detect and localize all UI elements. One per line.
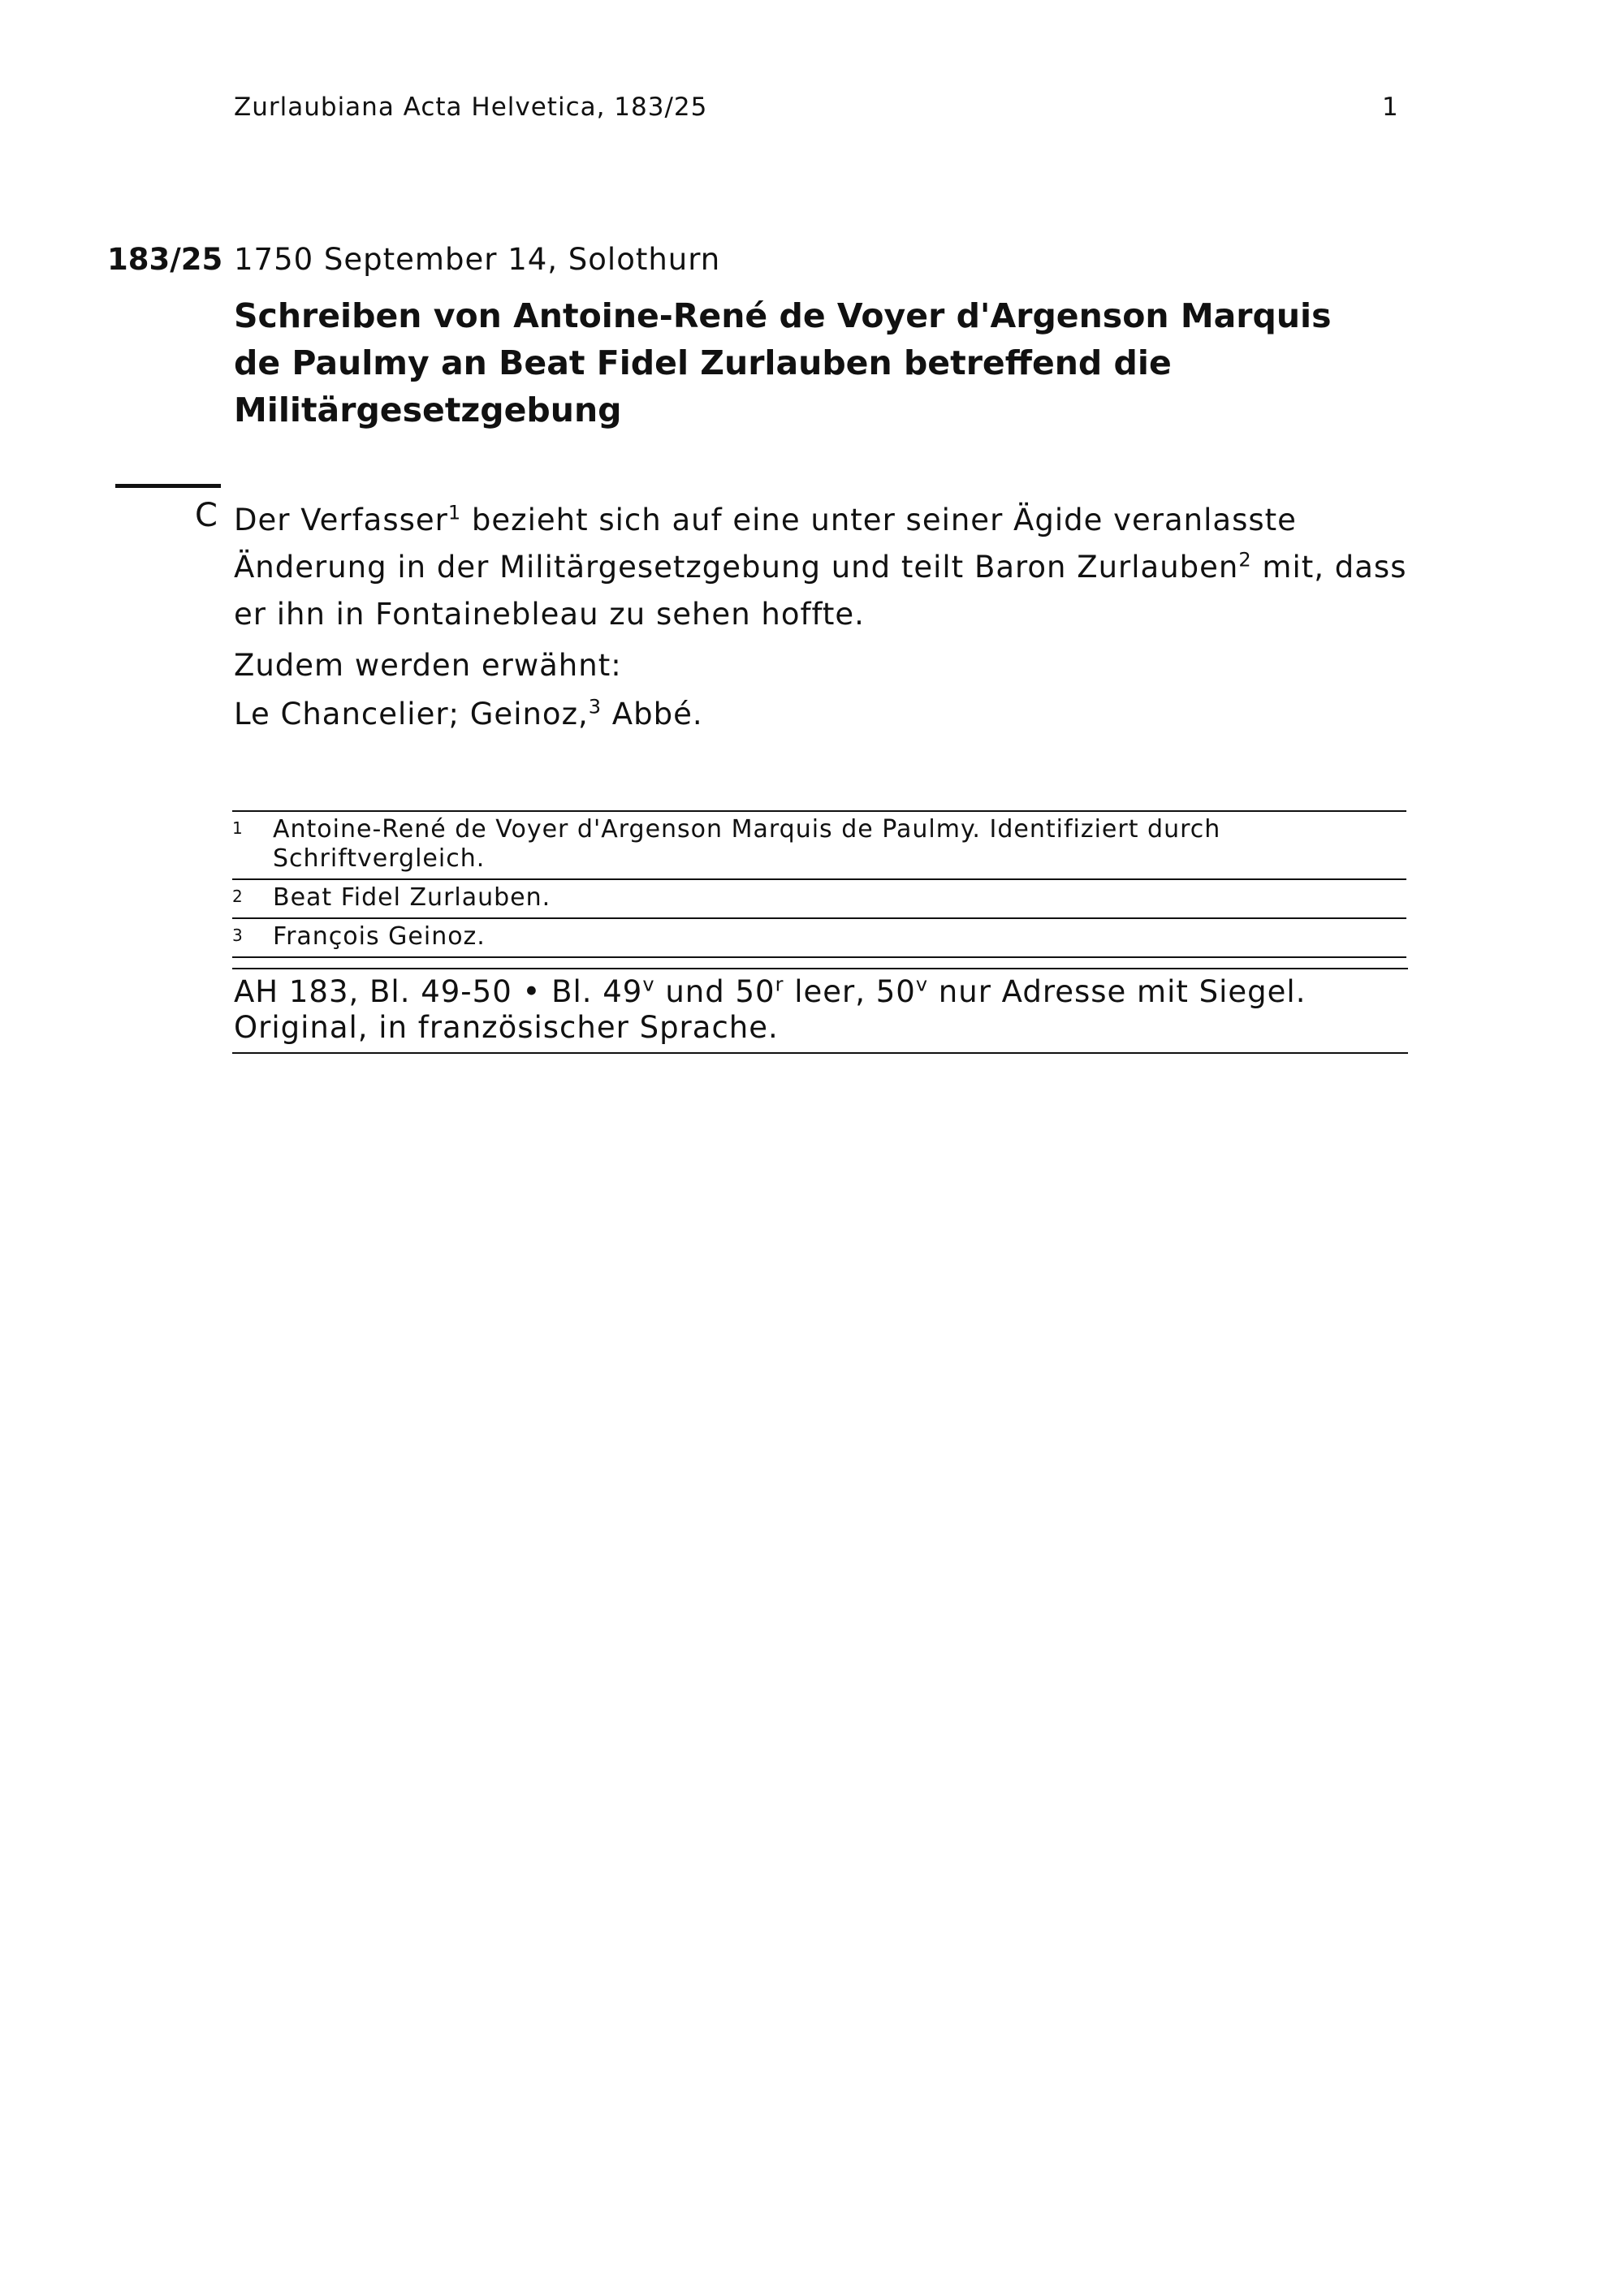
source-part: leer, 50 xyxy=(784,974,916,1009)
source-part: AH 183, Bl. 49-50 • Bl. 49 xyxy=(234,974,643,1009)
abstract-text xyxy=(234,497,1411,638)
mentions-part: Le Chancelier; Geinoz, xyxy=(234,697,589,732)
mentions-part: Abbé. xyxy=(602,697,703,732)
footnote xyxy=(232,812,1406,880)
footnote-mark: 1 xyxy=(232,818,244,838)
footnote-mark: 2 xyxy=(232,887,244,906)
footnote-text: François Geinoz. xyxy=(273,922,486,951)
margin-rule xyxy=(115,484,221,488)
source-line-1 xyxy=(234,974,1408,1010)
footnote xyxy=(232,919,1406,958)
footnote xyxy=(232,880,1406,919)
folio-side: v xyxy=(915,973,929,996)
footnote-text: Beat Fidel Zurlauben. xyxy=(273,883,551,912)
footnote-ref[interactable]: 3 xyxy=(588,695,603,719)
folio-side: r xyxy=(775,973,784,996)
footnote-mark: 3 xyxy=(232,926,244,945)
mentions-label: Zudem werden erwähnt: xyxy=(234,648,622,683)
source-note xyxy=(232,968,1408,1054)
footnote-ref[interactable]: 2 xyxy=(1238,548,1252,572)
abstract-part: bezieht sich auf eine unter seiner Ägide veranlasste Änderung in der Militärgesetzgebung und teilt Baron Zurlauben xyxy=(234,503,1297,585)
abstract-part: Der Verfasser xyxy=(234,503,448,537)
source-line-2: Original, in französischer Sprache. xyxy=(234,1010,779,1045)
abstract-marker: C xyxy=(195,497,218,534)
running-header: Zurlaubiana Acta Helvetica, 183/25 xyxy=(234,93,708,122)
entry-date-place: 1750 September 14, Solothurn xyxy=(234,242,721,277)
page-number: 1 xyxy=(1382,93,1398,122)
entry-number: 183/25 xyxy=(107,242,223,277)
source-part: nur Adresse mit Siegel. xyxy=(928,974,1307,1009)
folio-side: v xyxy=(642,973,655,996)
footnotes xyxy=(232,810,1406,958)
mentions-list xyxy=(234,697,703,732)
source-part: und 50 xyxy=(654,974,775,1009)
abstract-part: mit, dass er ihn in Fontainebleau zu sehen hoffte. xyxy=(234,550,1407,632)
entry-title: Schreiben von Antoine-René de Voyer d'Argenson Marquis de Paulmy an Beat Fidel Zurlauben betreffend die Militärgesetzgebung xyxy=(234,296,1332,429)
footnote-ref[interactable]: 1 xyxy=(447,501,462,524)
footnote-text: Antoine-René de Voyer d'Argenson Marquis de Paulmy. Identifiziert durch Schriftvergleich. xyxy=(273,815,1221,873)
